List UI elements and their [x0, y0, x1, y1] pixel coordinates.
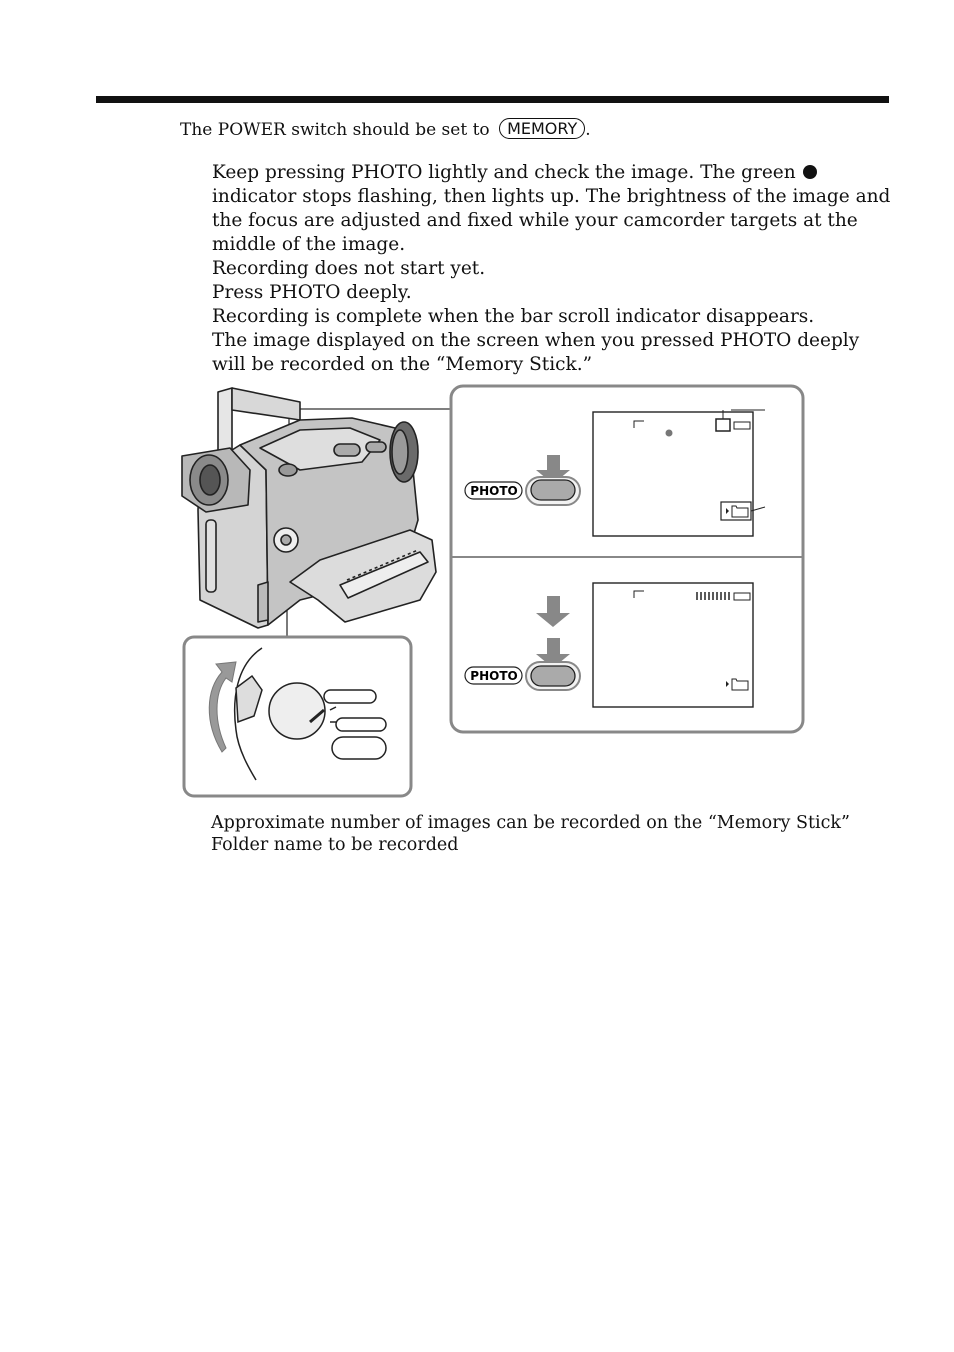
legend-item-1: Approximate number of images can be recorded on the “Memory Stick”: [211, 813, 850, 833]
figure-legend: [211, 812, 850, 856]
step-1-text-a: Keep pressing PHOTO lightly and check the image. The green: [212, 162, 796, 183]
step-1-text-b: indicator stops flashing, then lights up. The brightness of the image and the focus are adjusted and fixed while your camcorder targets at the middle of the image.: [212, 186, 891, 255]
legend-item-2: Folder name to be recorded: [211, 835, 459, 855]
memory-position-label: MEMORY: [499, 118, 585, 139]
lcd-screen-2: [593, 583, 753, 707]
photo-button-label-2: PHOTO: [470, 669, 518, 683]
note-end: .: [585, 120, 591, 140]
step-paragraph-2: Recording does not start yet.: [212, 258, 486, 279]
lcd-screen-1: [593, 410, 765, 536]
focus-dot-icon: [666, 430, 673, 437]
camcorder-illustration: [182, 388, 436, 628]
note-text: The POWER switch should be set to: [180, 120, 490, 140]
step-paragraph-4: Recording is complete when the bar scroll indicator disappears.: [212, 306, 815, 327]
step-paragraph-5: The image displayed on the screen when you pressed PHOTO deeply will be recorded on the “Memory Stick.”: [212, 330, 860, 375]
step-paragraph-3: Press PHOTO deeply.: [212, 282, 412, 303]
photo-button-label-1: PHOTO: [470, 484, 518, 498]
